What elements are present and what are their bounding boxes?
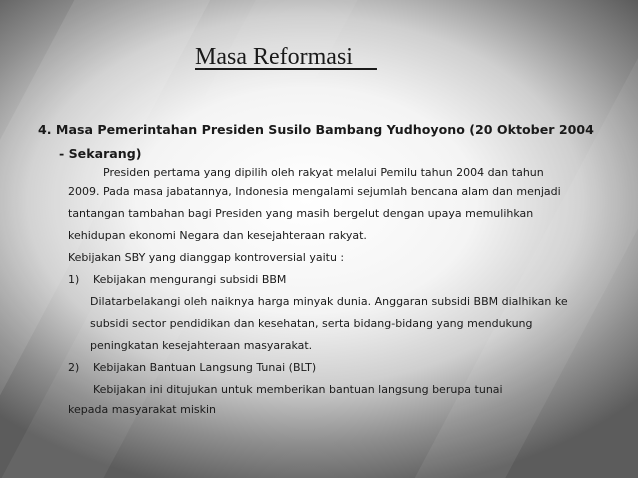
heading-line-2: - Sekarang)	[59, 146, 142, 161]
paragraph-line: kehidupan ekonomi Negara dan kesejahteraan rakyat.	[68, 229, 367, 242]
item-description-line: subsidi sector pendidikan dan kesehatan, serta bidang-bidang yang mendukung	[90, 317, 533, 330]
background-light-band	[360, 0, 638, 478]
item-number: 2)	[68, 361, 80, 374]
slide-title: Masa Reformasi	[195, 44, 377, 70]
item-description-line: kepada masyarakat miskin	[68, 403, 217, 416]
item-description-line: peningkatan kesejahteraan masyarakat.	[90, 339, 313, 352]
policy-intro: Kebijakan SBY yang dianggap kontroversial yaitu :	[68, 251, 345, 264]
heading-line-1: 4. Masa Pemerintahan Presiden Susilo Bambang Yudhoyono (20 Oktober 2004	[38, 122, 594, 137]
item-title: Kebijakan mengurangi subsidi BBM	[93, 273, 287, 286]
paragraph-line: tantangan tambahan bagi Presiden yang masih bergelut dengan upaya memulihkan	[68, 207, 534, 220]
item-description-line: Kebijakan ini ditujukan untuk memberikan bantuan langsung berupa tunai	[93, 383, 503, 396]
paragraph-line: 2009. Pada masa jabatannya, Indonesia mengalami sejumlah bencana alam dan menjadi	[68, 185, 561, 198]
item-title: Kebijakan Bantuan Langsung Tunai (BLT)	[93, 361, 317, 374]
item-description-line: Dilatarbelakangi oleh naiknya harga minyak dunia. Anggaran subsidi BBM dialhikan ke	[90, 295, 568, 308]
item-number: 1)	[68, 273, 80, 286]
section-heading	[38, 118, 598, 166]
paragraph-line: Presiden pertama yang dipilih oleh rakyat melalui Pemilu tahun 2004 dan tahun	[103, 166, 544, 179]
